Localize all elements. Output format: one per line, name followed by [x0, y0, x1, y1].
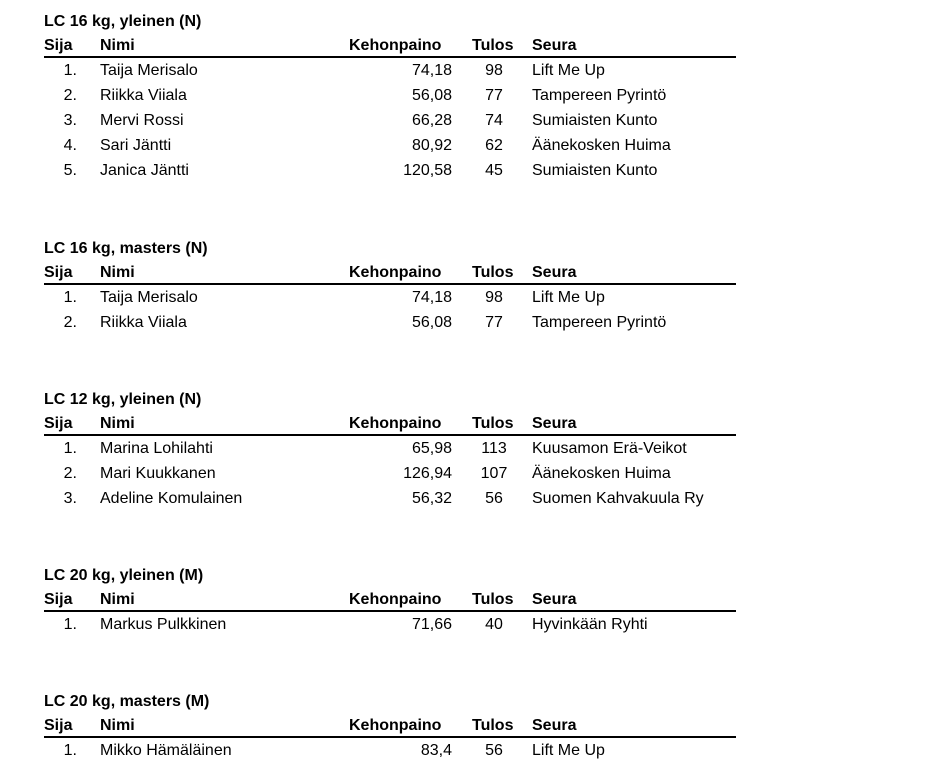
- cell-nimi: Taija Merisalo: [100, 62, 198, 79]
- cell-nimi: Adeline Komulainen: [100, 490, 243, 507]
- section-title: LC 20 kg, yleinen (M): [44, 567, 204, 584]
- cell-seura: Hyvinkään Ryhti: [532, 616, 648, 633]
- section-title: LC 16 kg, masters (N): [44, 240, 208, 257]
- cell-tulos: 98: [485, 289, 503, 306]
- table-header: [44, 34, 736, 58]
- table-row: [44, 486, 736, 511]
- cell-kehonpaino: 126,94: [403, 465, 452, 482]
- table-row: [44, 158, 736, 183]
- cell-nimi: Marina Lohilahti: [100, 440, 213, 457]
- table-row: [44, 285, 736, 310]
- header-kehonpaino: Kehonpaino: [349, 415, 442, 432]
- cell-seura: Lift Me Up: [532, 742, 605, 759]
- results-section: [44, 564, 736, 637]
- cell-seura: Äänekosken Huima: [532, 137, 671, 154]
- table-header: [44, 261, 736, 285]
- header-tulos: Tulos: [472, 415, 514, 432]
- header-tulos: Tulos: [472, 717, 514, 734]
- cell-seura: Tampereen Pyrintö: [532, 87, 667, 104]
- cell-tulos: 77: [485, 314, 503, 331]
- cell-seura: Äänekosken Huima: [532, 465, 671, 482]
- header-nimi: Nimi: [100, 717, 135, 734]
- cell-tulos: 56: [485, 742, 503, 759]
- header-sija: Sija: [44, 37, 73, 54]
- header-kehonpaino: Kehonpaino: [349, 591, 442, 608]
- section-title: LC 12 kg, yleinen (N): [44, 391, 202, 408]
- cell-sija: 1.: [63, 616, 77, 633]
- cell-sija: 5.: [63, 162, 77, 179]
- header-seura: Seura: [532, 717, 577, 734]
- cell-tulos: 62: [485, 137, 503, 154]
- section-title: LC 20 kg, masters (M): [44, 693, 210, 710]
- cell-tulos: 77: [485, 87, 503, 104]
- cell-seura: Suomen Kahvakuula Ry: [532, 490, 704, 507]
- cell-sija: 3.: [63, 112, 77, 129]
- cell-nimi: Riikka Viiala: [100, 314, 187, 331]
- cell-kehonpaino: 66,28: [411, 112, 452, 129]
- cell-kehonpaino: 83,4: [420, 742, 452, 759]
- cell-kehonpaino: 120,58: [403, 162, 452, 179]
- table-row: [44, 461, 736, 486]
- table-row: [44, 436, 736, 461]
- header-kehonpaino: Kehonpaino: [349, 37, 442, 54]
- cell-sija: 1.: [63, 62, 77, 79]
- header-sija: Sija: [44, 415, 73, 432]
- header-nimi: Nimi: [100, 37, 135, 54]
- table-row: [44, 738, 736, 763]
- cell-seura: Lift Me Up: [532, 62, 605, 79]
- table-header: [44, 714, 736, 738]
- table-row: [44, 108, 736, 133]
- results-section: [44, 690, 736, 763]
- cell-sija: 1.: [63, 440, 77, 457]
- cell-kehonpaino: 80,92: [411, 137, 452, 154]
- cell-seura: Sumiaisten Kunto: [532, 162, 658, 179]
- cell-nimi: Markus Pulkkinen: [100, 616, 227, 633]
- cell-nimi: Taija Merisalo: [100, 289, 198, 306]
- header-seura: Seura: [532, 37, 577, 54]
- results-section: [44, 237, 736, 335]
- cell-sija: 2.: [63, 465, 77, 482]
- header-nimi: Nimi: [100, 591, 135, 608]
- cell-kehonpaino: 65,98: [411, 440, 452, 457]
- cell-sija: 1.: [63, 289, 77, 306]
- cell-nimi: Mikko Hämäläinen: [100, 742, 232, 759]
- table-row: [44, 58, 736, 83]
- cell-tulos: 45: [485, 162, 503, 179]
- cell-seura: Kuusamon Erä-Veikot: [532, 440, 687, 457]
- header-sija: Sija: [44, 717, 73, 734]
- results-section: [44, 10, 736, 183]
- cell-tulos: 74: [485, 112, 503, 129]
- header-tulos: Tulos: [472, 37, 514, 54]
- table-row: [44, 612, 736, 637]
- cell-tulos: 40: [485, 616, 503, 633]
- cell-seura: Lift Me Up: [532, 289, 605, 306]
- cell-sija: 2.: [63, 314, 77, 331]
- header-nimi: Nimi: [100, 415, 135, 432]
- cell-nimi: Janica Jäntti: [100, 162, 189, 179]
- cell-kehonpaino: 56,08: [411, 314, 452, 331]
- header-sija: Sija: [44, 591, 73, 608]
- cell-tulos: 113: [481, 440, 507, 457]
- header-sija: Sija: [44, 264, 73, 281]
- cell-sija: 3.: [63, 490, 77, 507]
- cell-tulos: 107: [480, 465, 508, 482]
- table-row: [44, 83, 736, 108]
- cell-seura: Tampereen Pyrintö: [532, 314, 667, 331]
- section-title: LC 16 kg, yleinen (N): [44, 13, 202, 30]
- header-tulos: Tulos: [472, 264, 514, 281]
- cell-nimi: Mervi Rossi: [100, 112, 184, 129]
- header-kehonpaino: Kehonpaino: [349, 264, 442, 281]
- cell-nimi: Sari Jäntti: [100, 137, 172, 154]
- header-seura: Seura: [532, 591, 577, 608]
- cell-sija: 1.: [63, 742, 77, 759]
- header-tulos: Tulos: [472, 591, 514, 608]
- cell-nimi: Mari Kuukkanen: [100, 465, 216, 482]
- results-section: [44, 388, 736, 511]
- table-row: [44, 133, 736, 158]
- cell-sija: 4.: [63, 137, 77, 154]
- table-header: [44, 412, 736, 436]
- header-kehonpaino: Kehonpaino: [349, 717, 442, 734]
- cell-kehonpaino: 71,66: [411, 616, 452, 633]
- table-row: [44, 310, 736, 335]
- cell-tulos: 56: [485, 490, 503, 507]
- cell-sija: 2.: [63, 87, 77, 104]
- cell-tulos: 98: [485, 62, 503, 79]
- cell-nimi: Riikka Viiala: [100, 87, 187, 104]
- header-nimi: Nimi: [100, 264, 135, 281]
- cell-kehonpaino: 74,18: [411, 62, 452, 79]
- cell-kehonpaino: 56,32: [411, 490, 452, 507]
- cell-kehonpaino: 74,18: [411, 289, 452, 306]
- header-seura: Seura: [532, 264, 577, 281]
- cell-seura: Sumiaisten Kunto: [532, 112, 658, 129]
- cell-kehonpaino: 56,08: [411, 87, 452, 104]
- header-seura: Seura: [532, 415, 577, 432]
- table-header: [44, 588, 736, 612]
